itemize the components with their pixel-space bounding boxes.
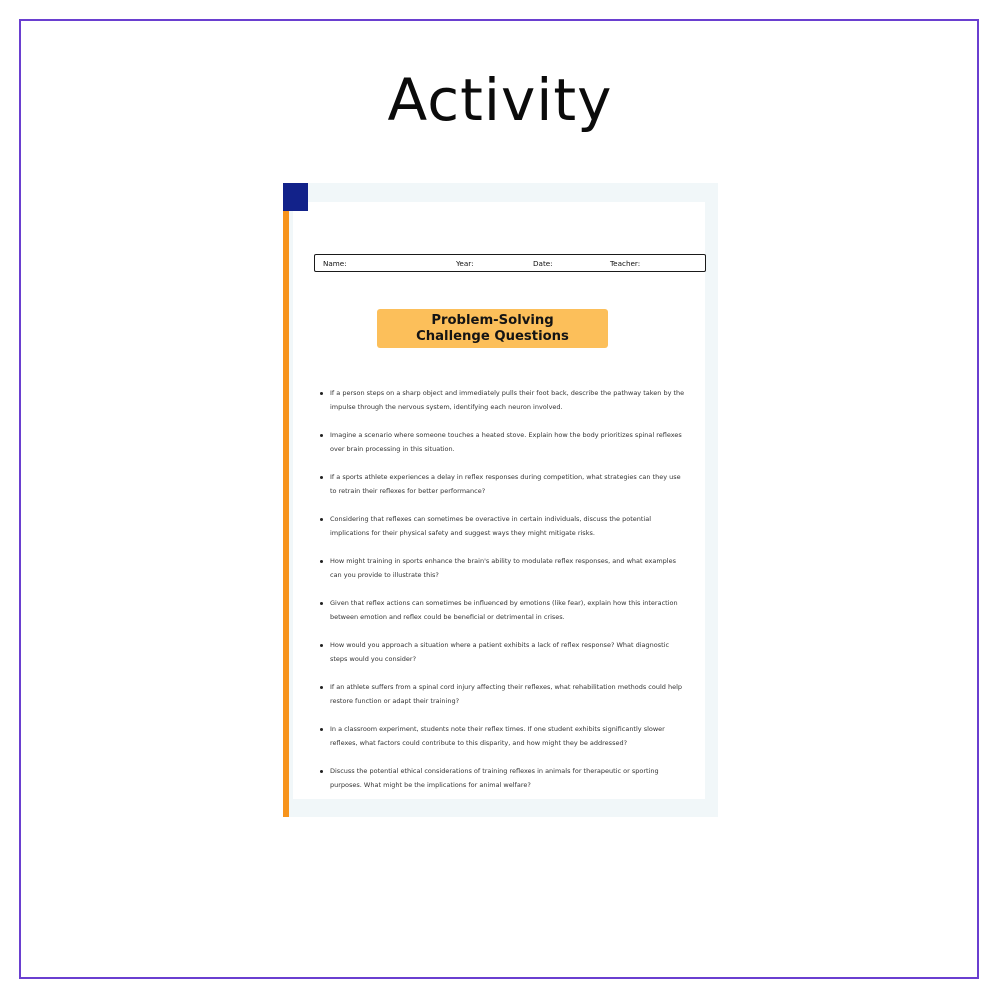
question-text: Imagine a scenario where someone touches a heated stove. Explain how the body prioritizes spinal reflexes over brain processing in this situation.	[330, 431, 682, 453]
question-item	[316, 513, 688, 555]
accent-bar	[283, 211, 289, 817]
student-info-box	[314, 254, 706, 272]
bullet-icon	[320, 770, 323, 773]
question-item	[316, 387, 688, 429]
question-text: Discuss the potential ethical considerations of training reflexes in animals for therapeutic or sporting purposes. What might be the implications for animal welfare?	[330, 767, 659, 789]
question-text: If an athlete suffers from a spinal cord injury affecting their reflexes, what rehabilitation methods could help restore function or adapt their training?	[330, 683, 683, 705]
bullet-icon	[320, 644, 323, 647]
question-text: In a classroom experiment, students note their reflex times. If one student exhibits significantly slower reflexes, what factors could contribute to this disparity, and how might they be addressed?	[330, 725, 665, 747]
accent-square	[283, 183, 308, 211]
bullet-icon	[320, 728, 323, 731]
teacher-field-label: Teacher:	[610, 259, 641, 268]
name-field-label: Name:	[323, 259, 347, 268]
question-item	[316, 429, 688, 471]
question-item	[316, 723, 688, 765]
question-item	[316, 765, 688, 807]
date-field-label: Date:	[533, 259, 553, 268]
question-item	[316, 471, 688, 513]
bullet-icon	[320, 434, 323, 437]
question-item	[316, 597, 688, 639]
section-heading-line-2: Challenge Questions	[416, 328, 569, 344]
bullet-icon	[320, 686, 323, 689]
bullet-icon	[320, 602, 323, 605]
bullet-icon	[320, 392, 323, 395]
bullet-icon	[320, 518, 323, 521]
worksheet-page	[293, 202, 705, 799]
question-text: How would you approach a situation where a patient exhibits a lack of reflex response? What diagnostic steps would you consider?	[330, 641, 670, 663]
question-list	[316, 387, 688, 807]
question-item	[316, 681, 688, 723]
section-heading-line-1: Problem-Solving	[431, 312, 554, 328]
question-item	[316, 639, 688, 681]
bullet-icon	[320, 476, 323, 479]
question-text: How might training in sports enhance the brain's ability to modulate reflex responses, and what examples can you provide to illustrate this?	[330, 557, 676, 579]
bullet-icon	[320, 560, 323, 563]
page-title: Activity	[387, 66, 613, 134]
worksheet-preview	[283, 183, 718, 817]
section-heading-badge	[377, 309, 608, 348]
question-text: Given that reflex actions can sometimes be influenced by emotions (like fear), explain how this interaction between emotion and reflex could be beneficial or detrimental in crises.	[330, 599, 678, 621]
question-item	[316, 555, 688, 597]
year-field-label: Year:	[456, 259, 474, 268]
question-text: If a sports athlete experiences a delay in reflex responses during competition, what strategies can they use to retrain their reflexes for better performance?	[330, 473, 681, 495]
question-text: If a person steps on a sharp object and immediately pulls their foot back, describe the pathway taken by the impulse through the nervous system, identifying each neuron involved.	[330, 389, 685, 411]
question-text: Considering that reflexes can sometimes be overactive in certain individuals, discuss the potential implications for their physical safety and suggest ways they might mitigate risks.	[330, 515, 652, 537]
